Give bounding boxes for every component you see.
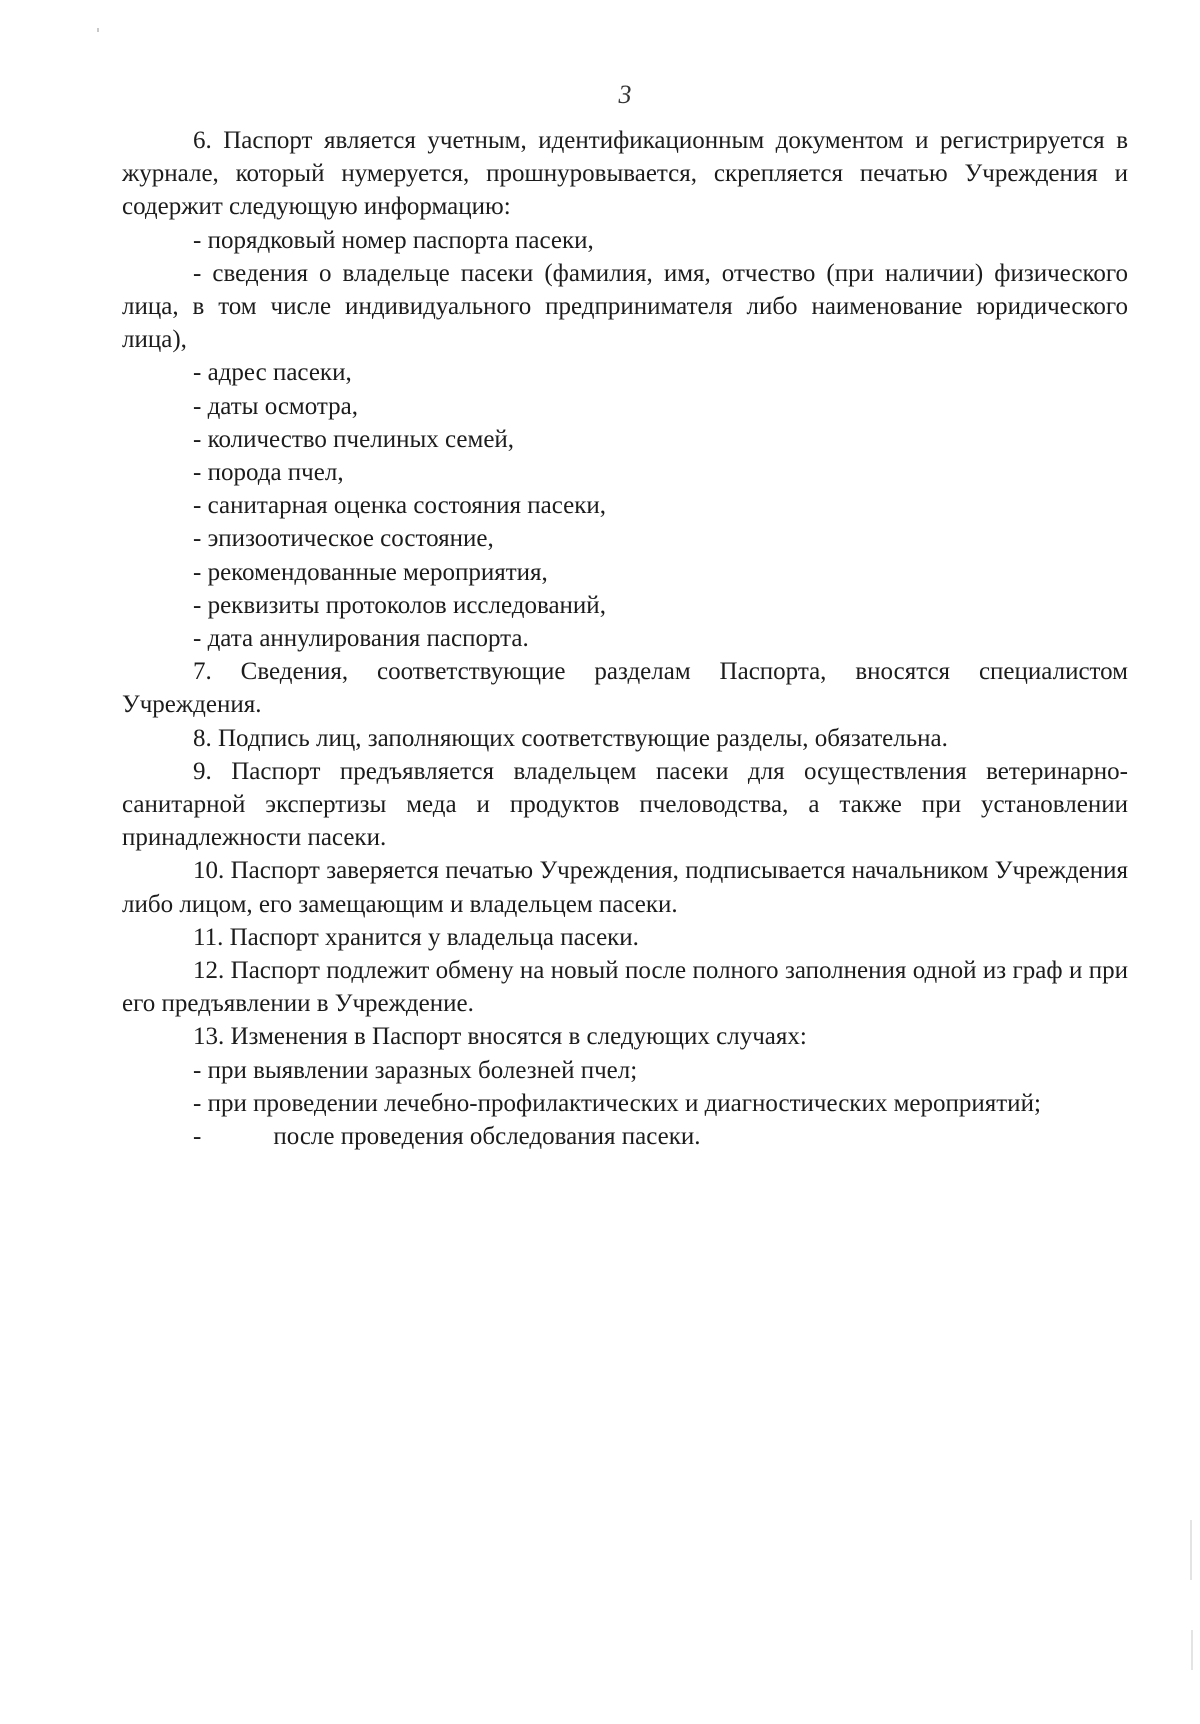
list-item-after-inspection-text: после проведения обследования пасеки. bbox=[273, 1123, 701, 1151]
paragraph-6: 6. Паспорт является учетным, идентификационным документом и регистрируется в журнале, который нумеруется, прошнуровывается, скрепляется печатью Учреждения и содержит следующую информацию: bbox=[122, 127, 1128, 221]
page-number: 3 bbox=[618, 80, 632, 109]
paragraph-12: 12. Паспорт подлежит обмену на новый после полного заполнения одной из граф и при его предъявлении в Учреждение. bbox=[122, 957, 1128, 1018]
list-dash: - bbox=[193, 1123, 202, 1151]
scan-artifact bbox=[1191, 1630, 1193, 1670]
list-item-bee-colonies: - количество пчелиных семей, bbox=[193, 425, 515, 453]
paragraph-7: 7. Сведения, соответствующие разделам Паспорта, вносятся специалистом Учреждения. bbox=[122, 658, 1128, 719]
list-item-after-inspection bbox=[122, 1120, 1128, 1153]
scan-artifact bbox=[97, 28, 99, 32]
list-item-inspection-dates: - даты осмотра, bbox=[193, 392, 359, 420]
list-item-treatment-measures: - при проведении лечебно-профилактических и диагностических мероприятий; bbox=[193, 1089, 1041, 1117]
list-item-epizootic-state: - эпизоотическое состояние, bbox=[193, 525, 494, 553]
paragraph-11: 11. Паспорт хранится у владельца пасеки. bbox=[193, 923, 639, 951]
list-item-annulment-date: - дата аннулирования паспорта. bbox=[193, 625, 529, 653]
list-item-recommended-measures: - рекомендованные мероприятия, bbox=[193, 558, 548, 586]
scan-artifact bbox=[1190, 1520, 1192, 1580]
paragraph-13: 13. Изменения в Паспорт вносятся в следующих случаях: bbox=[193, 1023, 807, 1051]
list-item-contagious-diseases: - при выявлении заразных болезней пчел; bbox=[193, 1056, 638, 1084]
list-item-passport-number: - порядковый номер паспорта пасеки, bbox=[193, 226, 594, 254]
list-item-protocol-details: - реквизиты протоколов исследований, bbox=[193, 591, 606, 619]
paragraph-8: 8. Подпись лиц, заполняющих соответствующие разделы, обязательна. bbox=[193, 724, 948, 752]
paragraph-9: 9. Паспорт предъявляется владельцем пасеки для осуществления ветеринарно-санитарной экспертизы меда и продуктов пчеловодства, а также при установлении принадлежности пасеки. bbox=[122, 757, 1128, 852]
paragraph-10: 10. Паспорт заверяется печатью Учреждения, подписывается начальником Учреждения либо лицом, его замещающим и владельцем пасеки. bbox=[122, 857, 1128, 918]
document-body bbox=[122, 124, 1128, 1153]
list-item-owner-info: - сведения о владельце пасеки (фамилия, имя, отчество (при наличии) физического лица, в том числе индивидуального предпринимателя либо наименование юридического лица), bbox=[122, 259, 1128, 354]
list-item-bee-breed: - порода пчел, bbox=[193, 459, 344, 487]
list-item-address: - адрес пасеки, bbox=[193, 359, 352, 387]
list-item-sanitary-assessment: - санитарная оценка состояния пасеки, bbox=[193, 492, 607, 520]
